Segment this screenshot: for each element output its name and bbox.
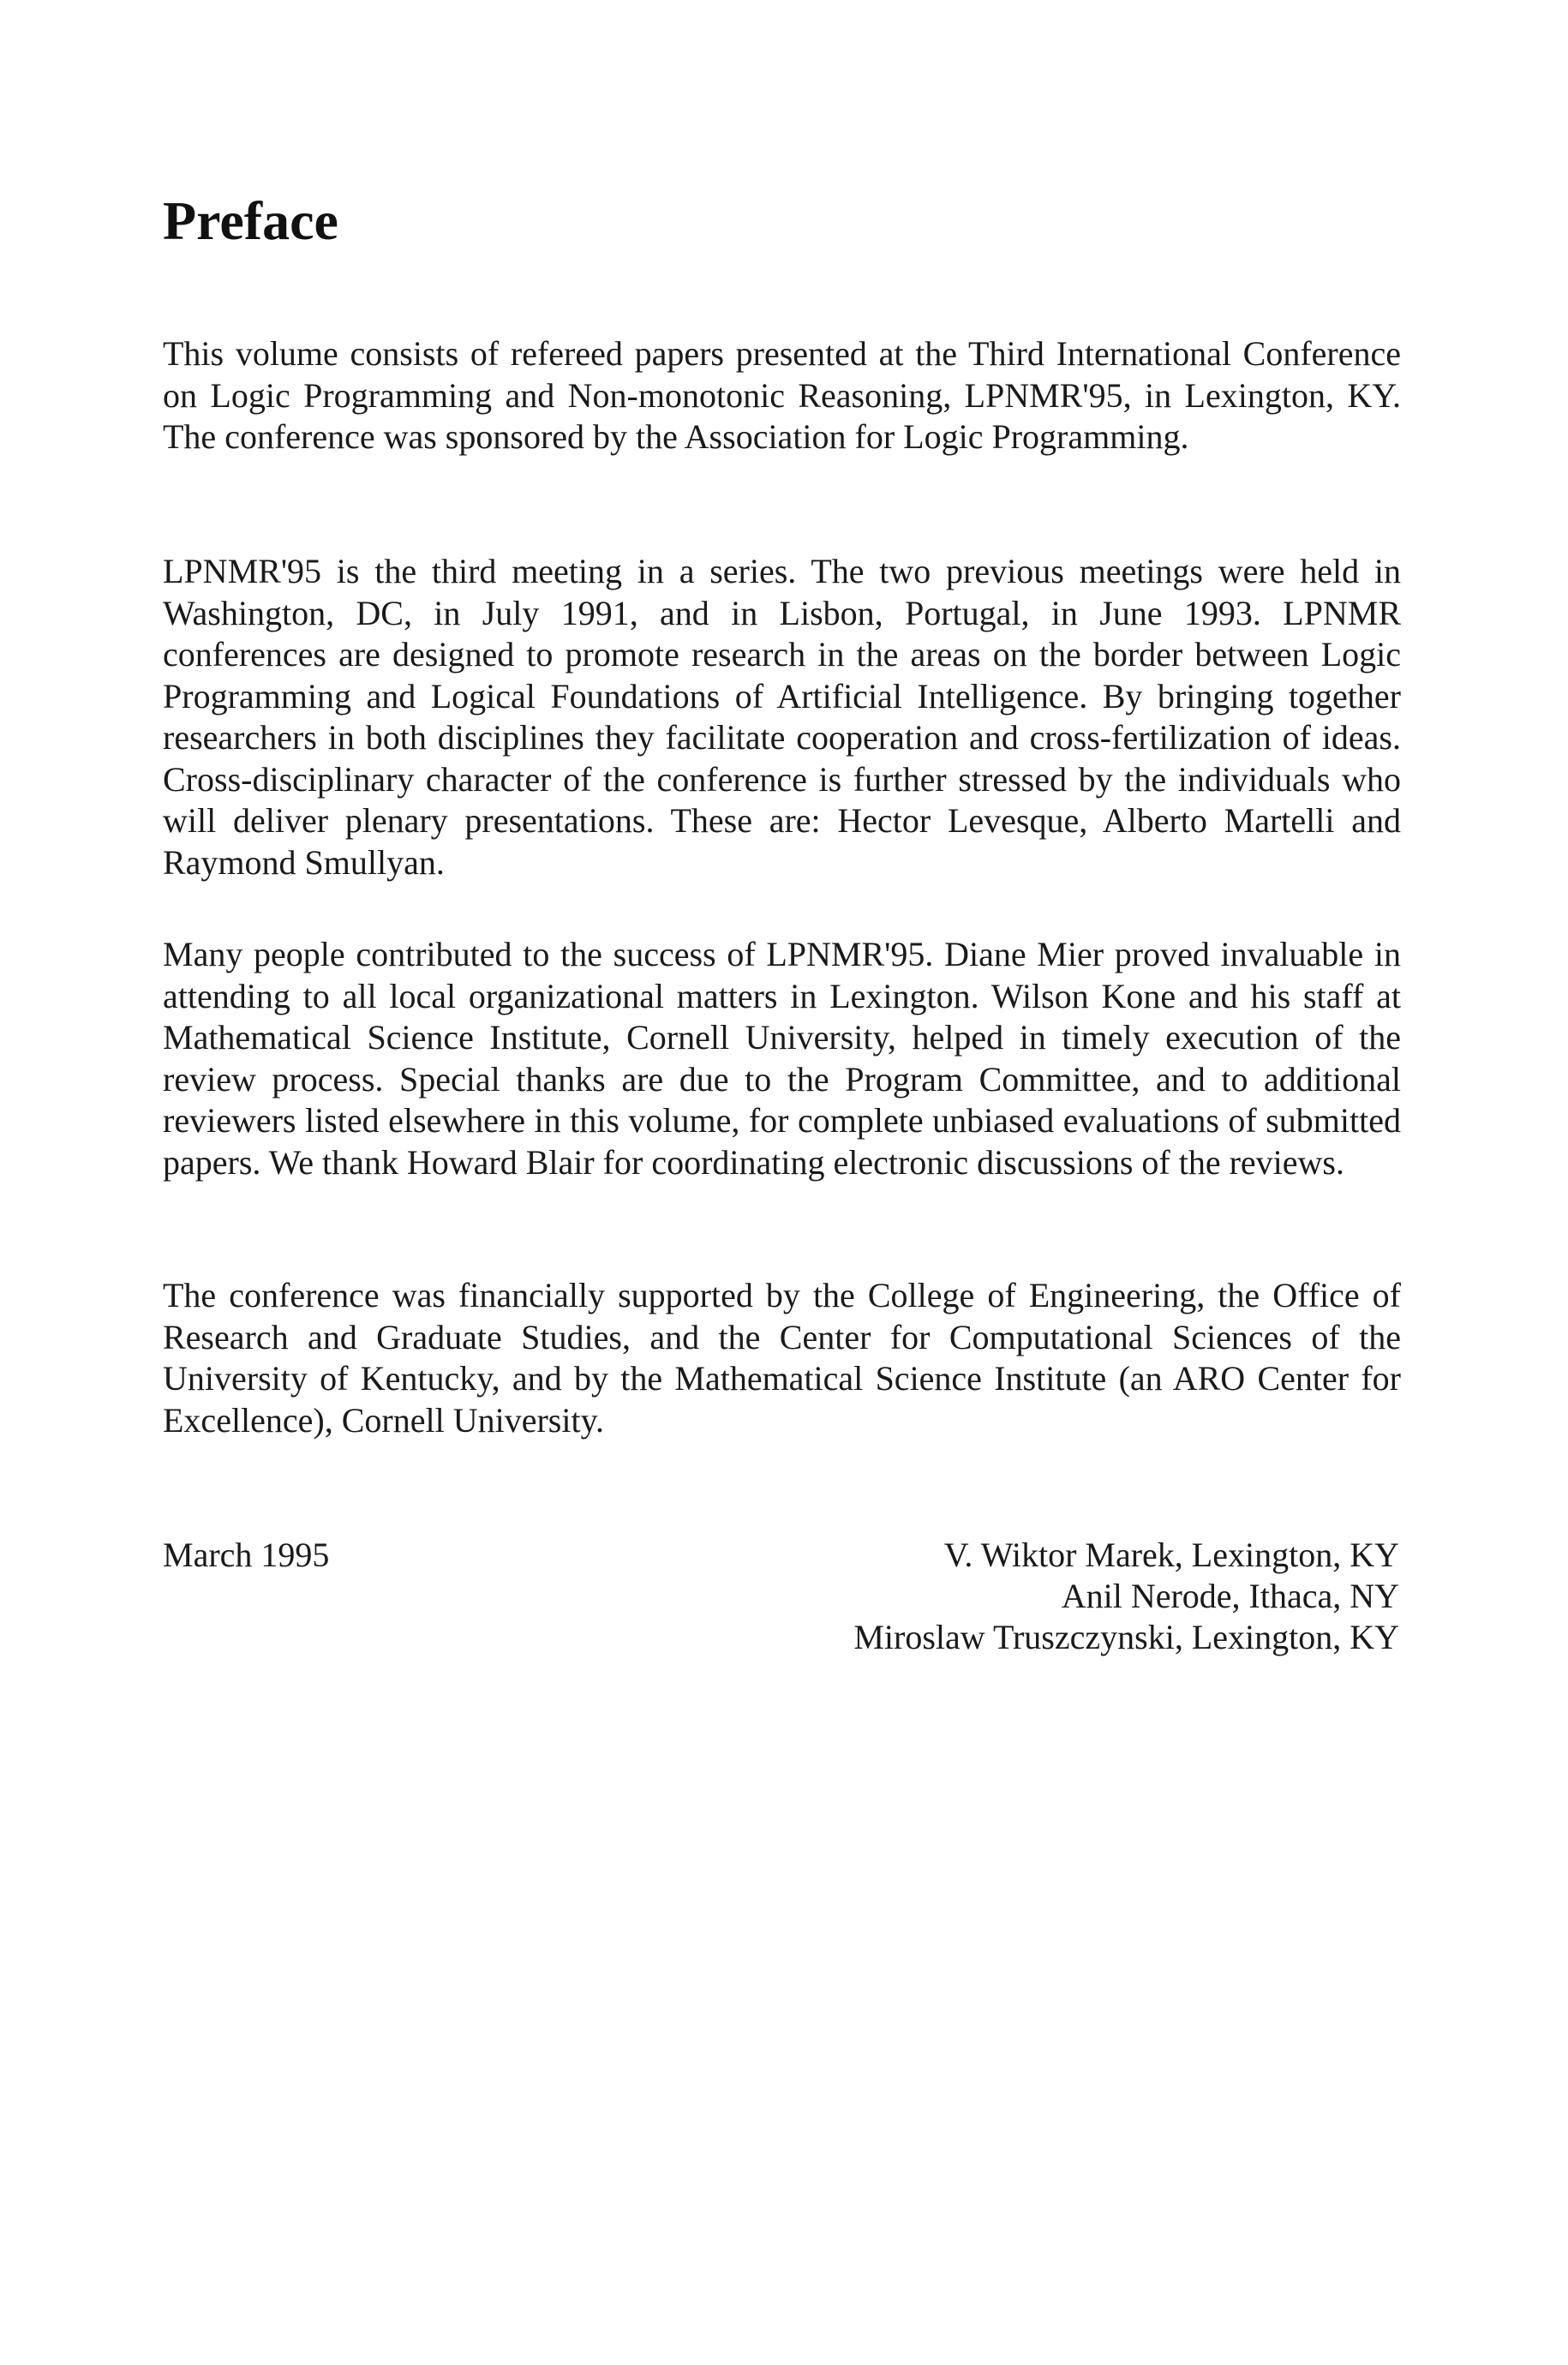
paragraph-funding: The conference was financially supported by the College of Engineering, the Office of Research and Graduate Studies, and the Center for Computational Sciences of the University of Kentucky, and by the Mathematical Science Institute (an ARO Center for Excellence), Cornell University.	[163, 1276, 1401, 1440]
signature-block	[853, 1535, 1399, 1658]
signature-line: Miroslaw Truszczynski, Lexington, KY	[853, 1618, 1399, 1656]
paragraph-series: LPNMR'95 is the third meeting in a series. The two previous meetings were held in Washington, DC, in July 1991, and in Lisbon, Portugal, in June 1993. LPNMR conferences are designed to promote research in the areas on the border between Logic Programming and Logical Foundations of Artificial Intelligence. By bringing together researchers in both disciplines they facilitate cooperation and cross-fertilization of ideas. Cross-disciplinary character of the conference is further stressed by the individuals who will deliver plenary presentations. These are: Hector Levesque, Alberto Martelli and Raymond Smullyan.	[163, 552, 1401, 882]
preface-date: March 1995	[163, 1536, 330, 1574]
signature-line: V. Wiktor Marek, Lexington, KY	[943, 1536, 1399, 1574]
page-title: Preface	[163, 190, 338, 251]
paragraph-acknowledgements: Many people contributed to the success of LPNMR'95. Diane Mier proved invaluable in attending to all local organizational matters in Lexington. Wilson Kone and his staff at Mathematical Science Institute, Cornell University, helped in timely execution of the review process. Special thanks are due to the Program Committee, and to additional reviewers listed elsewhere in this volume, for complete unbiased evaluations of submitted papers. We thank Howard Blair for coordinating electronic discussions of the reviews.	[163, 935, 1401, 1182]
paragraph-intro: This volume consists of refereed papers presented at the Third International Conference on Logic Programming and Non-monotonic Reasoning, LPNMR'95, in Lexington, KY. The conference was sponsored by the Association for Logic Programming.	[163, 334, 1401, 456]
signature-line: Anil Nerode, Ithaca, NY	[1061, 1577, 1399, 1615]
